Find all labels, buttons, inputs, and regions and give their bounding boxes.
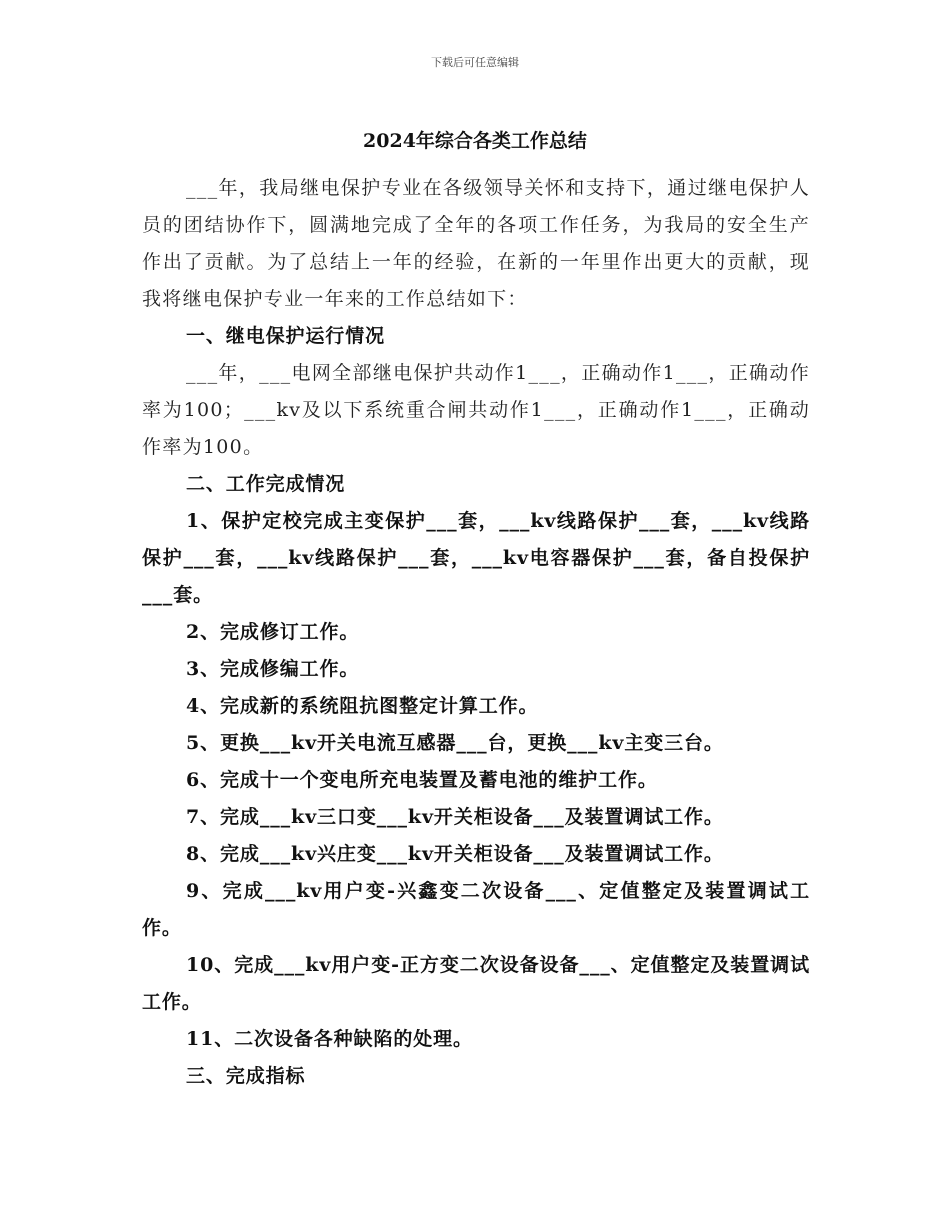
section-heading-indicators: 三、完成指标 (186, 1065, 306, 1087)
work-item: 7、完成___kv三口变___kv开关柜设备___及装置调试工作。 (186, 806, 724, 828)
page-header: 下载后可任意编辑 (431, 56, 519, 69)
document-title: 2024年综合各类工作总结 (363, 130, 587, 152)
work-item: 9、完成___kv用户变-兴鑫变二次设备___、定值整定及装置调试工作。 (142, 880, 810, 939)
section-heading-operation: 一、继电保护运行情况 (186, 325, 386, 347)
work-item: 3、完成修编工作。 (186, 658, 360, 680)
work-item: 2、完成修订工作。 (186, 621, 360, 643)
work-item: 10、完成___kv用户变-正方变二次设备设备___、定值整定及装置调试工作。 (142, 954, 810, 1013)
work-item: 8、完成___kv兴庄变___kv开关柜设备___及装置调试工作。 (186, 843, 724, 865)
section-heading-work: 二、工作完成情况 (186, 473, 346, 495)
work-item: 6、完成十一个变电所充电装置及蓄电池的维护工作。 (186, 769, 658, 791)
work-item: 4、完成新的系统阻抗图整定计算工作。 (186, 695, 539, 717)
work-item: 5、更换___kv开关电流互感器___台，更换___kv主变三台。 (186, 732, 724, 754)
operation-paragraph: ___年，___电网全部继电保护共动作1___，正确动作1___，正确动作率为100；___kv及以下系统重合闸共动作1___，正确动作1___，正确动作率为100。 (142, 362, 810, 458)
work-item: 11、二次设备各种缺陷的处理。 (186, 1028, 473, 1050)
work-item: 1、保护定校完成主变保护___套，___kv线路保护___套，___kv线路保护___套，___kv线路保护___套，___kv电容器保护___套，备自投保护___套。 (142, 510, 810, 606)
intro-paragraph: ___年，我局继电保护专业在各级领导关怀和支持下，通过继电保护人员的团结协作下，圆满地完成了全年的各项工作任务，为我局的安全生产作出了贡献。为了总结上一年的经验，在新的一年里作出更大的贡献，现我将继电保护专业一年来的工作总结如下： (142, 177, 810, 310)
document-body (142, 170, 810, 1095)
